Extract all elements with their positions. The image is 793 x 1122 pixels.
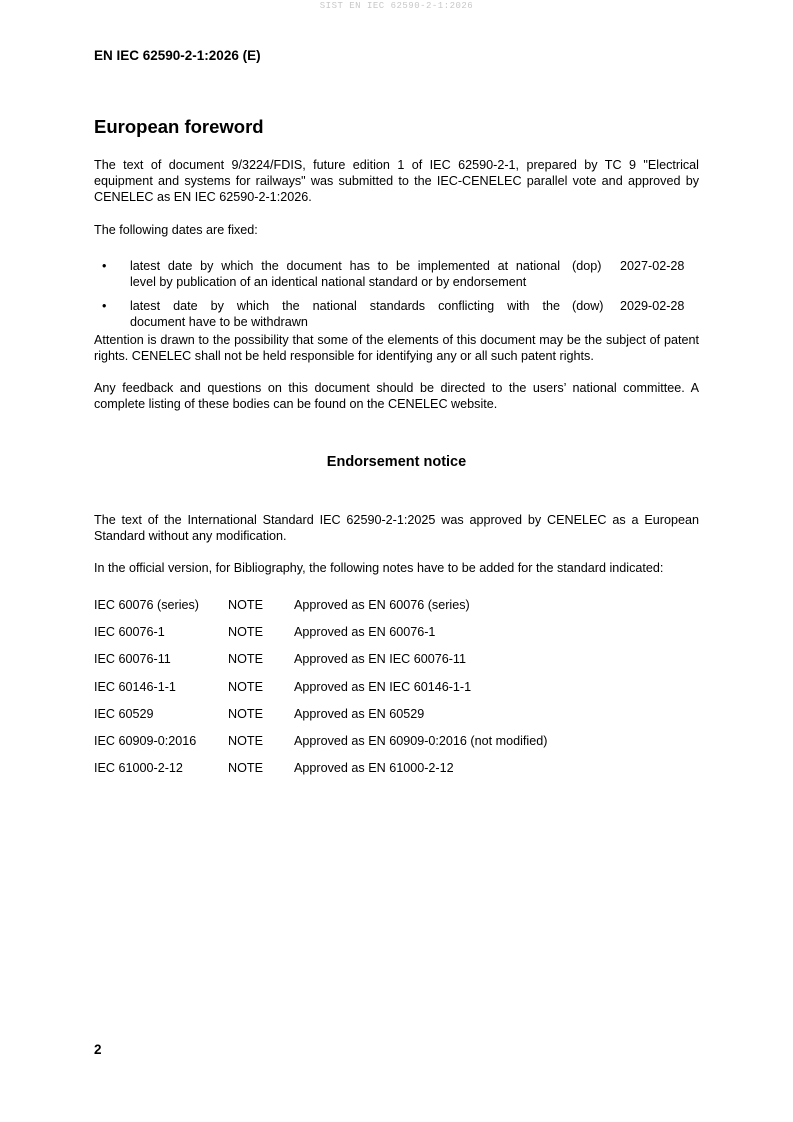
note-label: NOTE (228, 625, 263, 640)
attention-paragraph: Attention is drawn to the possibility that some of the elements of this document may be the subject of patent rights. CENELEC shall not be held responsible for identifying any or all such patent rights. (94, 333, 699, 363)
date-description-line1: latest date by which the document has to be implemented at national (130, 259, 560, 273)
date-value: 2029-02-28 (620, 299, 685, 313)
note-row (94, 734, 699, 761)
date-value: 2027-02-28 (620, 259, 685, 273)
note-text: Approved as EN IEC 60076-11 (294, 652, 466, 667)
date-description-line2: level by publication of an identical national standard or by endorsement (130, 275, 527, 289)
bullet-marker: • (102, 259, 107, 273)
note-standard: IEC 60146-1-1 (94, 679, 176, 694)
note-text: Approved as EN 60529 (294, 706, 425, 721)
date-code: (dow) (572, 299, 604, 313)
date-description (130, 298, 560, 330)
note-row (94, 598, 699, 625)
note-standard: IEC 60529 (94, 706, 154, 721)
endorsement-title: Endorsement notice (326, 454, 467, 470)
dates-intro-paragraph: The following dates are fixed: (94, 223, 258, 237)
note-standard: IEC 60076 (series) (94, 598, 199, 612)
note-row (94, 761, 699, 788)
watermark: SIST EN IEC 62590-2-1:2026 (319, 1, 474, 11)
date-item-dop (94, 258, 699, 298)
note-standard: IEC 60076-1 (94, 625, 165, 640)
bullet-marker: • (102, 299, 107, 313)
note-standard: IEC 60909-0:2016 (94, 733, 197, 748)
note-label: NOTE (228, 733, 263, 748)
date-code: (dop) (572, 259, 602, 273)
note-text: Approved as EN 60909-0:2016 (not modified) (294, 733, 548, 748)
note-label: NOTE (228, 761, 263, 776)
bibliography-intro-paragraph: In the official version, for Bibliography, the following notes have to be added for the standard indicated: (94, 561, 664, 575)
note-standard: IEC 61000-2-12 (94, 761, 183, 776)
endorsement-paragraph: The text of the International Standard IEC 62590-2-1:2025 was approved by CENELEC as a European Standard without any modification. (94, 513, 699, 543)
bibliography-notes-list (94, 598, 699, 788)
feedback-paragraph: Any feedback and questions on this document should be directed to the users’ national committee. A complete listing of these bodies can be found on the CENELEC website. (94, 381, 699, 411)
note-row (94, 707, 699, 734)
page-number: 2 (94, 1042, 102, 1057)
foreword-title: European foreword (94, 116, 264, 137)
note-text: Approved as EN 61000-2-12 (294, 761, 454, 776)
note-row (94, 680, 699, 707)
note-row (94, 625, 699, 652)
note-label: NOTE (228, 706, 263, 721)
note-text: Approved as EN 60076 (series) (294, 598, 470, 612)
note-text: Approved as EN 60076-1 (294, 625, 436, 640)
note-row (94, 652, 699, 679)
date-description (130, 258, 560, 290)
note-label: NOTE (228, 598, 263, 612)
note-standard: IEC 60076-11 (94, 652, 171, 667)
document-id-header: EN IEC 62590-2-1:2026 (E) (94, 48, 261, 63)
note-label: NOTE (228, 652, 263, 667)
note-label: NOTE (228, 679, 263, 694)
foreword-intro-paragraph: The text of document 9/3224/FDIS, future edition 1 of IEC 62590-2-1, prepared by TC 9 "Electrical equipment and systems for railways" was submitted to the IEC-CENELEC parallel vote and approved by CENELEC as EN IEC 62590-2-1:2026. (94, 158, 699, 204)
note-text: Approved as EN IEC 60146-1-1 (294, 679, 472, 694)
date-description-line1: latest date by which the national standards conflicting with the (130, 299, 560, 313)
date-description-line2: document have to be withdrawn (130, 315, 308, 329)
dates-list (94, 258, 699, 338)
